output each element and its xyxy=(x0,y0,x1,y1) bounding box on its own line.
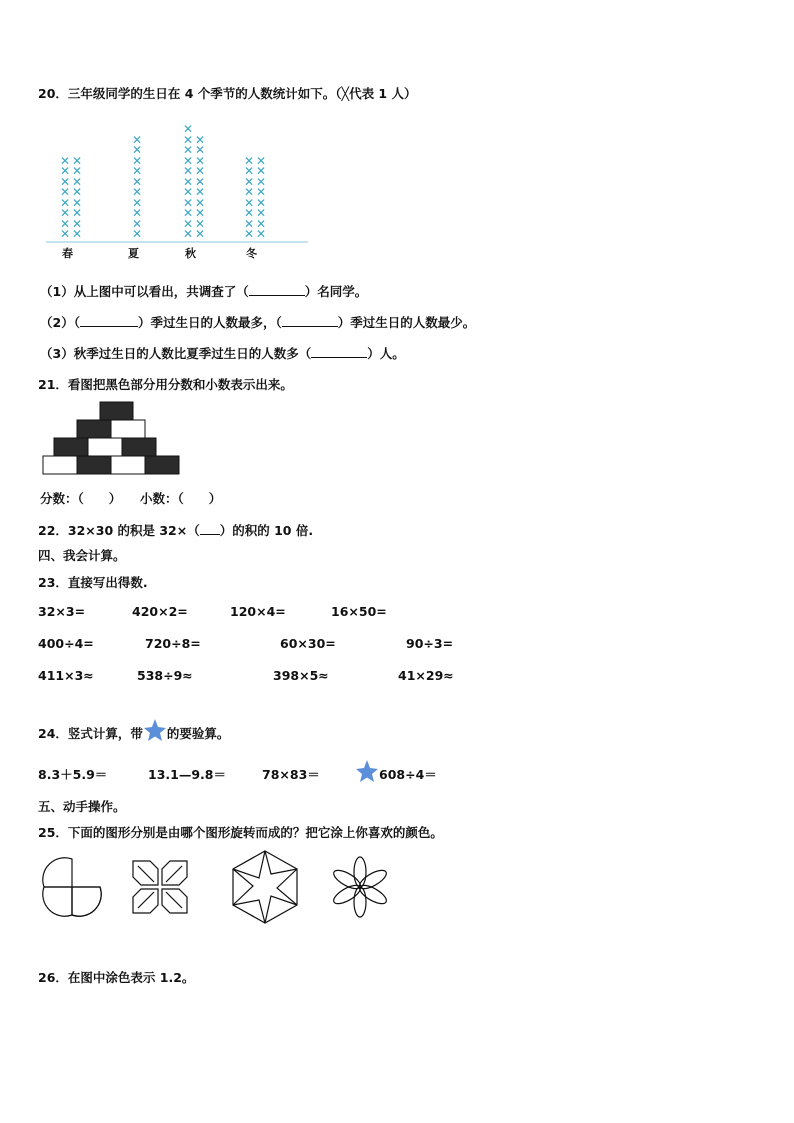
pictograph-symbol: ✕ xyxy=(72,185,83,199)
hexagon-pinwheel-figure xyxy=(229,848,301,926)
q24-title xyxy=(38,724,229,742)
pictograph-symbol: ✕ xyxy=(195,164,206,178)
pictograph-symbol: ✕ xyxy=(244,206,255,220)
pictograph-symbol: ✕ xyxy=(132,174,143,189)
q22-text-a: 22．32×30 的积是 32×（ xyxy=(38,523,200,538)
q24-title-a: 24．竖式计算，带 xyxy=(38,726,143,741)
season-label: 秋 xyxy=(185,247,196,260)
pictograph-symbol: ✕ xyxy=(244,227,255,241)
brick-pyramid-figure xyxy=(0,0,794,480)
pictograph-symbol: ✕ xyxy=(183,153,194,168)
pictograph-symbol: ✕ xyxy=(195,153,206,168)
pictograph-symbol: ✕ xyxy=(244,153,255,168)
calc-item: 120×4= xyxy=(230,604,286,619)
pictograph-symbol: ✕ xyxy=(183,216,194,231)
pictograph-symbol: ✕ xyxy=(183,227,194,241)
pictograph-symbol: ✕ xyxy=(132,195,143,210)
q20-sub1-text: （1）从上图中可以看出，共调查了（ xyxy=(40,284,249,299)
calc-item: 538÷9≈ xyxy=(137,668,193,683)
calc-item: 16×50= xyxy=(331,604,387,619)
pictograph-symbol: ✕ xyxy=(132,143,143,157)
pictograph-symbol: ✕ xyxy=(60,185,71,199)
q20-sub1-end: ）名同学。 xyxy=(304,284,368,299)
pictograph-symbol: ✕ xyxy=(256,227,267,241)
pictograph-symbol: ✕ xyxy=(195,195,206,210)
pictograph-symbol: ✕ xyxy=(183,185,194,199)
pictograph-symbol: ✕ xyxy=(195,206,206,220)
pictograph-symbol: ✕ xyxy=(183,164,194,178)
q20-title: 20．三年级同学的生日在 4 个季节的人数统计如下。（╳代表 1 人） xyxy=(38,86,417,101)
pictograph-symbol: ✕ xyxy=(72,206,83,220)
q21-answer-line: 分数：（ ） 小数：（ ） xyxy=(40,491,222,506)
q22 xyxy=(38,521,313,539)
pictograph-symbol: ✕ xyxy=(183,206,194,220)
pictograph-symbol: ✕ xyxy=(183,122,194,136)
pictograph-symbol: ✕ xyxy=(256,216,267,231)
vertical-calc-item: 608÷4＝ xyxy=(379,767,437,782)
pictograph-symbol: ✕ xyxy=(132,185,143,199)
pictograph-symbol: ✕ xyxy=(195,185,206,199)
pictograph-symbol: ✕ xyxy=(132,132,143,147)
pictograph-symbol: ✕ xyxy=(183,174,194,189)
pictograph-symbol: ✕ xyxy=(256,153,267,168)
cross-tile-figure xyxy=(130,858,190,916)
pictograph-symbol: ✕ xyxy=(183,143,194,157)
pictograph-symbol: ✕ xyxy=(244,195,255,210)
pictograph-symbol: ✕ xyxy=(72,216,83,231)
calc-item: 411×3≈ xyxy=(38,668,94,683)
pictograph-symbol: ✕ xyxy=(60,164,71,178)
calc-item: 90÷3= xyxy=(406,636,454,651)
vertical-calc-item: 8.3＋5.9＝ xyxy=(38,767,108,782)
q20-sub2-c: ）季过生日的人数最少。 xyxy=(337,315,476,330)
q22-text-b: ）的积的 10 倍. xyxy=(219,523,314,538)
season-label: 冬 xyxy=(246,247,257,260)
calc-item: 32×3= xyxy=(38,604,86,619)
star-icon xyxy=(355,759,379,783)
pinwheel-figure xyxy=(36,857,106,917)
star-icon xyxy=(143,724,167,738)
pictograph-symbol: ✕ xyxy=(183,132,194,147)
pictograph-symbol: ✕ xyxy=(244,216,255,231)
pictograph-symbol: ✕ xyxy=(132,206,143,220)
calc-item: 398×5≈ xyxy=(273,668,329,683)
pictograph-symbol: ✕ xyxy=(195,216,206,231)
pictograph-symbol: ✕ xyxy=(195,132,206,147)
calc-item: 720÷8= xyxy=(145,636,201,651)
q23-title: 23．直接写出得数. xyxy=(38,575,148,590)
pictograph-symbol: ✕ xyxy=(60,195,71,210)
calc-item: 60×30= xyxy=(280,636,336,651)
pictograph-symbol: ✕ xyxy=(244,185,255,199)
pictograph-symbol: ✕ xyxy=(132,227,143,241)
pictograph-symbol: ✕ xyxy=(72,164,83,178)
calc-item: 420×2= xyxy=(132,604,188,619)
pictograph-symbol: ✕ xyxy=(195,174,206,189)
answer-blank-q22[interactable] xyxy=(200,522,220,535)
pictograph-symbol: ✕ xyxy=(72,153,83,168)
q20-sub2-b: ）季过生日的人数最多，（ xyxy=(137,315,282,330)
pictograph-symbol: ✕ xyxy=(60,227,71,241)
pictograph-symbol: ✕ xyxy=(183,195,194,210)
calc-item: 41×29≈ xyxy=(398,668,454,683)
pictograph-symbol: ✕ xyxy=(256,164,267,178)
calc-item: 400÷4= xyxy=(38,636,94,651)
q21-title: 21．看图把黑色部分用分数和小数表示出来。 xyxy=(38,377,293,392)
pictograph-symbol: ✕ xyxy=(72,195,83,210)
q25-title: 25．下面的图形分别是由哪个图形旋转而成的？把它涂上你喜欢的颜色。 xyxy=(38,825,443,840)
q20-sub3-text: （3）秋季过生日的人数比夏季过生日的人数多（ xyxy=(40,346,312,361)
pictograph-symbol: ✕ xyxy=(132,164,143,178)
pictograph-symbol: ✕ xyxy=(60,206,71,220)
section4-title: 四、我会计算。 xyxy=(38,548,126,563)
pictograph-symbol: ✕ xyxy=(244,174,255,189)
section5-title: 五、动手操作。 xyxy=(38,799,126,814)
season-label: 夏 xyxy=(128,247,139,260)
pictograph-symbol: ✕ xyxy=(60,174,71,189)
pictograph-symbol: ✕ xyxy=(195,227,206,241)
vertical-calc-item: 78×83＝ xyxy=(262,767,320,782)
pictograph-symbol: ✕ xyxy=(132,153,143,168)
pictograph-symbol: ✕ xyxy=(195,143,206,157)
q20-sub2-a: （2）（ xyxy=(40,315,80,330)
pictograph-symbol: ✕ xyxy=(256,174,267,189)
season-label: 春 xyxy=(62,247,73,260)
q24-title-b: 的要验算。 xyxy=(166,726,230,741)
q26-title: 26．在图中涂色表示 1.2。 xyxy=(38,970,195,985)
q20-sub3-end: ）人。 xyxy=(367,346,405,361)
pictograph-symbol: ✕ xyxy=(244,164,255,178)
pictograph-symbol: ✕ xyxy=(256,206,267,220)
pictograph-symbol: ✕ xyxy=(256,195,267,210)
pictograph-symbol: ✕ xyxy=(132,216,143,231)
pictograph-symbol: ✕ xyxy=(72,174,83,189)
flower-figure xyxy=(330,855,390,919)
pictograph-symbol: ✕ xyxy=(60,216,71,231)
pictograph-symbol: ✕ xyxy=(60,153,71,168)
pictograph-symbol: ✕ xyxy=(72,227,83,241)
pictograph-symbol: ✕ xyxy=(256,185,267,199)
vertical-calc-item: 13.1—9.8＝ xyxy=(148,767,226,782)
